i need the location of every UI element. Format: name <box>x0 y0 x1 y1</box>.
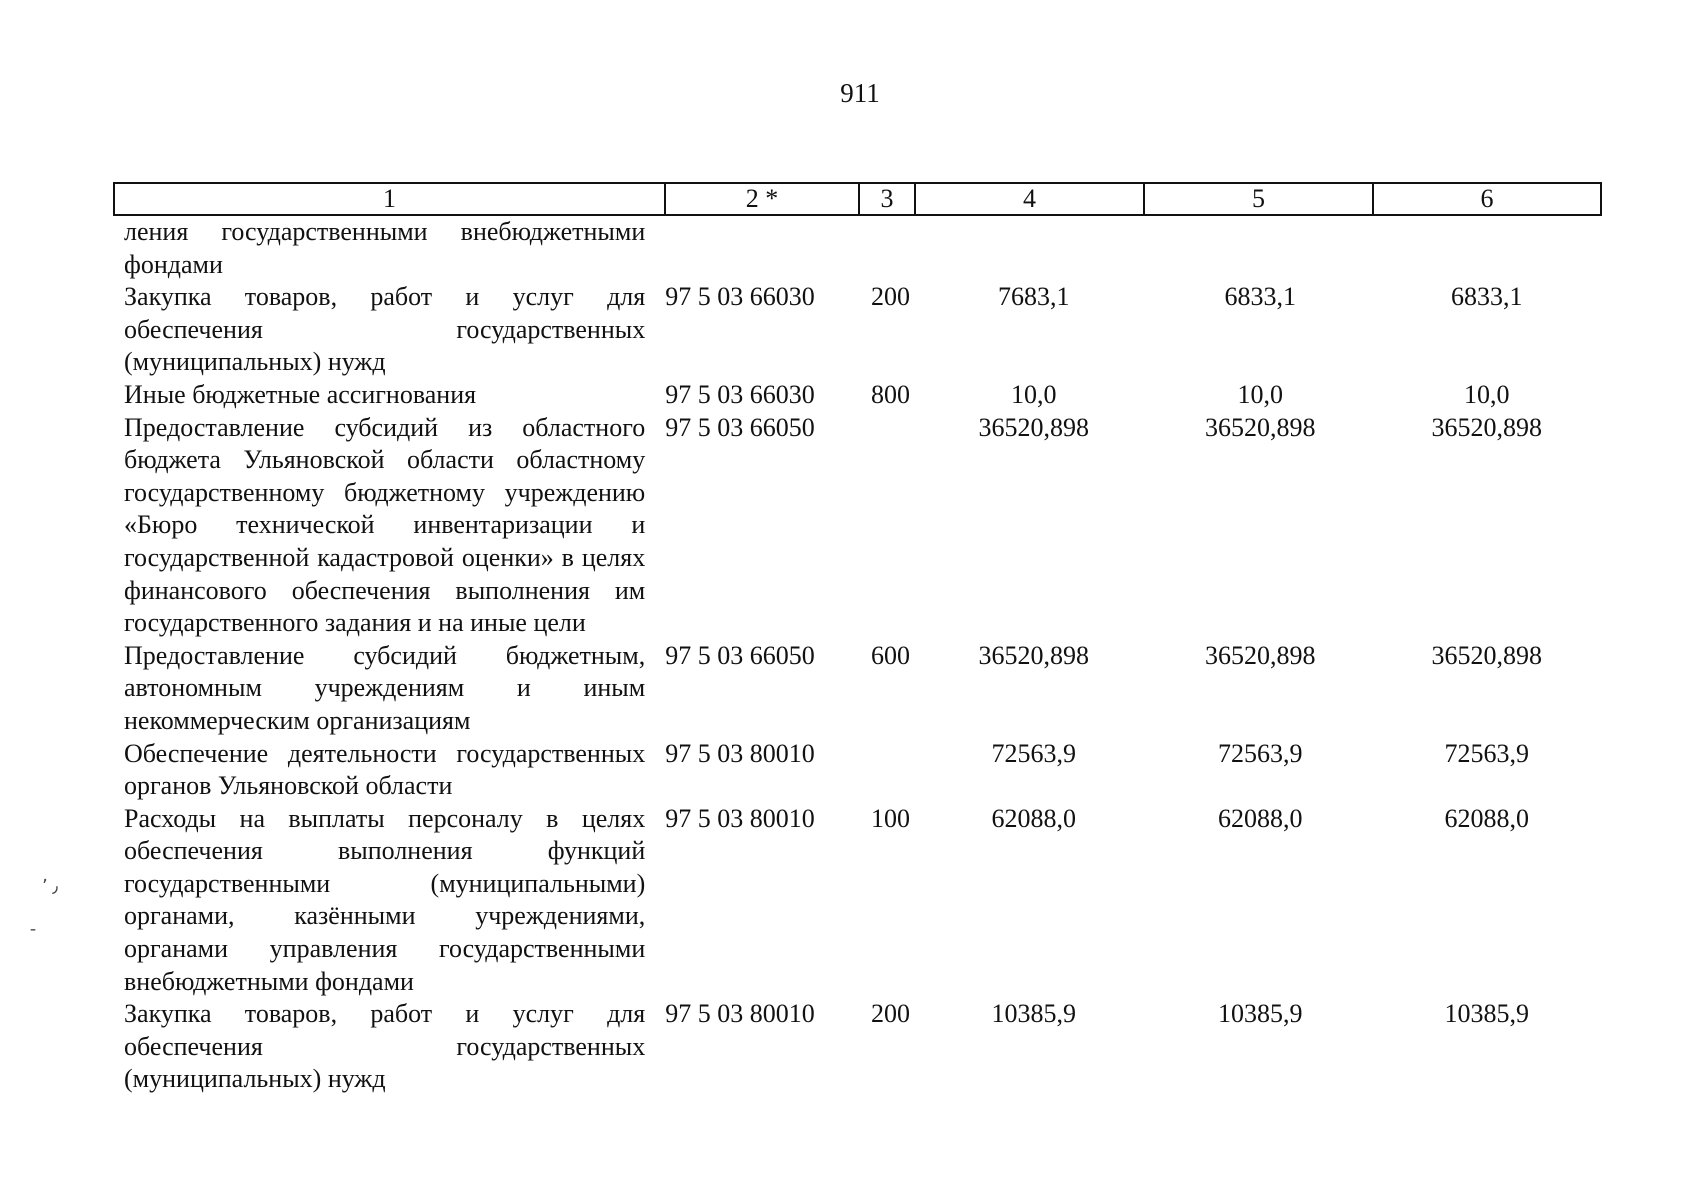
row-code: 97 5 03 66050 <box>665 640 815 670</box>
row-description: Предоставление субсидий бюджетным, автономным учреждениям и иным некоммерческим организациям <box>124 640 646 735</box>
row-value-4: 62088,0 <box>991 803 1076 833</box>
header-col-1: 1 <box>114 183 665 215</box>
row-code: 97 5 03 66050 <box>665 412 815 442</box>
table-row <box>113 640 1600 738</box>
row-value-5: 72563,9 <box>1218 738 1303 768</box>
table-row <box>113 998 1600 1096</box>
scan-speck: ٫ ٬ <box>42 876 59 896</box>
row-value-4: 72563,9 <box>991 738 1076 768</box>
row-value-5: 36520,898 <box>1205 412 1316 442</box>
row-description: ления государственными внебюджетными фондами <box>124 217 646 279</box>
row-value-5: 10,0 <box>1237 379 1283 409</box>
table-row <box>113 803 1600 999</box>
row-value-6 <box>1374 216 1601 281</box>
row-value-4: 7683,1 <box>998 282 1070 312</box>
row-value-6: 62088,0 <box>1444 803 1529 833</box>
header-col-2: 2 * <box>665 183 859 215</box>
row-value-6: 10,0 <box>1464 379 1510 409</box>
row-code: 97 5 03 80010 <box>665 999 815 1029</box>
row-code: 97 5 03 66030 <box>665 282 815 312</box>
header-col-4: 4 <box>915 183 1144 215</box>
row-value-5: 10385,9 <box>1218 999 1303 1029</box>
row-value-6: 6833,1 <box>1451 282 1523 312</box>
row-value-5 <box>1147 216 1374 281</box>
table-row <box>113 412 1600 640</box>
row-type <box>863 216 920 281</box>
header-col-3: 3 <box>859 183 915 215</box>
header-col-6: 6 <box>1373 183 1601 215</box>
row-value-6: 36520,898 <box>1431 640 1542 670</box>
row-type: 100 <box>871 803 911 833</box>
row-code: 97 5 03 80010 <box>665 738 815 768</box>
row-code <box>645 216 863 281</box>
row-type: 200 <box>871 282 911 312</box>
row-type: 200 <box>871 999 911 1029</box>
row-description: Закупка товаров, работ и услуг для обеспечения государственных (муниципальных) нужд <box>124 282 646 377</box>
table-row <box>113 738 1600 803</box>
row-value-4: 36520,898 <box>978 640 1089 670</box>
row-description: Иные бюджетные ассигнования <box>124 379 477 409</box>
row-value-6: 36520,898 <box>1431 412 1542 442</box>
page-number: 911 <box>840 78 880 108</box>
row-description: Обеспечение деятельности государственных органов Ульяновской области <box>124 738 646 801</box>
table-row <box>113 379 1600 412</box>
row-value-4: 10385,9 <box>991 999 1076 1029</box>
table-row <box>113 216 1600 281</box>
row-value-5: 6833,1 <box>1224 282 1296 312</box>
row-type <box>863 738 920 803</box>
row-code: 97 5 03 66030 <box>665 379 815 409</box>
row-value-5: 36520,898 <box>1205 640 1316 670</box>
row-code: 97 5 03 80010 <box>665 803 815 833</box>
row-type: 800 <box>871 379 911 409</box>
row-description: Расходы на выплаты персоналу в целях обеспечения выполнения функций государственными (муниципальными) органами, казёнными учреждениями, органами управления государственными внебюджетными фондами <box>124 803 646 996</box>
row-value-6: 72563,9 <box>1444 738 1529 768</box>
row-value-4: 36520,898 <box>978 412 1089 442</box>
row-value-4 <box>921 216 1148 281</box>
row-type: 600 <box>871 640 911 670</box>
table-row <box>113 281 1600 379</box>
row-description: Закупка товаров, работ и услуг для обеспечения государственных (муниципальных) нужд <box>124 999 646 1094</box>
table-header <box>113 182 1602 216</box>
row-value-5: 62088,0 <box>1218 803 1303 833</box>
row-description: Предоставление субсидий из областного бюджета Ульяновской области областному государственному бюджетному учреждению «Бюро технической инвентаризации и государственной кадастровой оценки» в целях финансового обеспечения выполнения им государственного задания и на иные цели <box>124 412 646 638</box>
row-value-6: 10385,9 <box>1444 999 1529 1029</box>
budget-table-body <box>113 216 1600 1096</box>
header-col-5: 5 <box>1144 183 1373 215</box>
row-type <box>863 412 920 640</box>
scan-speck: - <box>30 918 36 938</box>
row-value-4: 10,0 <box>1011 379 1057 409</box>
